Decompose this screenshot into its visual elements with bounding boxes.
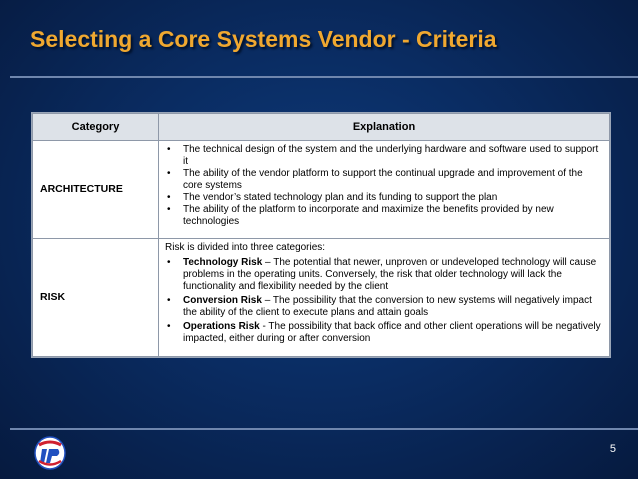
bullet-list: [165, 257, 603, 345]
bullet-icon: •: [167, 168, 171, 179]
category-cell: RISK: [33, 238, 159, 356]
table-row-risk: [33, 238, 610, 356]
list-item: • Operations Risk - The possibility that back office and other client operations will be negatively impacted, either during or after conversion: [167, 320, 601, 344]
bullet-icon: •: [167, 204, 171, 215]
page-number: 5: [609, 443, 616, 455]
bullet-icon: •: [167, 144, 171, 155]
category-cell: ARCHITECTURE: [33, 141, 159, 239]
bullet-icon: •: [167, 320, 171, 332]
criteria-table: [31, 112, 611, 358]
footer-divider: [10, 428, 638, 430]
list-item: • Technology Risk – The potential that newer, unproven or undeveloped technology will cause problems in the operating units. Conversely, the risk that older technology will lack the functionality and flexibility needed by the client: [167, 256, 597, 292]
bullet-icon: •: [167, 294, 171, 306]
list-item: • The technical design of the system and the underlying hardware and software used to support it: [167, 144, 599, 167]
bullet-icon: •: [167, 192, 171, 203]
header-category: Category: [33, 114, 159, 141]
bullet-icon: •: [167, 256, 171, 268]
explanation-cell: [159, 141, 610, 239]
risk-term: Conversion Risk: [183, 294, 262, 306]
risk-term: Technology Risk: [183, 256, 263, 268]
table-header-row: [33, 114, 610, 141]
slide-title: Selecting a Core Systems Vendor - Criteria: [30, 26, 497, 52]
risk-term: Operations Risk: [183, 320, 260, 332]
list-item: • The ability of the vendor platform to support the continual upgrade and improvement of the core systems: [167, 168, 583, 191]
list-item: • The vendor’s stated technology plan and its funding to support the plan: [167, 192, 498, 203]
list-item: • Conversion Risk – The possibility that the conversion to new systems will negatively impact the ability of the client to execute plans and attain goals: [167, 294, 592, 318]
explanation-cell: [159, 238, 610, 356]
risk-intro: Risk is divided into three categories:: [165, 241, 326, 253]
header-explanation: Explanation: [159, 114, 610, 141]
title-divider: [10, 76, 638, 78]
table-row-architecture: [33, 141, 610, 239]
company-logo-icon: [33, 435, 67, 476]
list-item: • The ability of the platform to incorporate and maximize the benefits provided by new technologies: [167, 204, 554, 227]
bullet-list: [165, 144, 603, 228]
